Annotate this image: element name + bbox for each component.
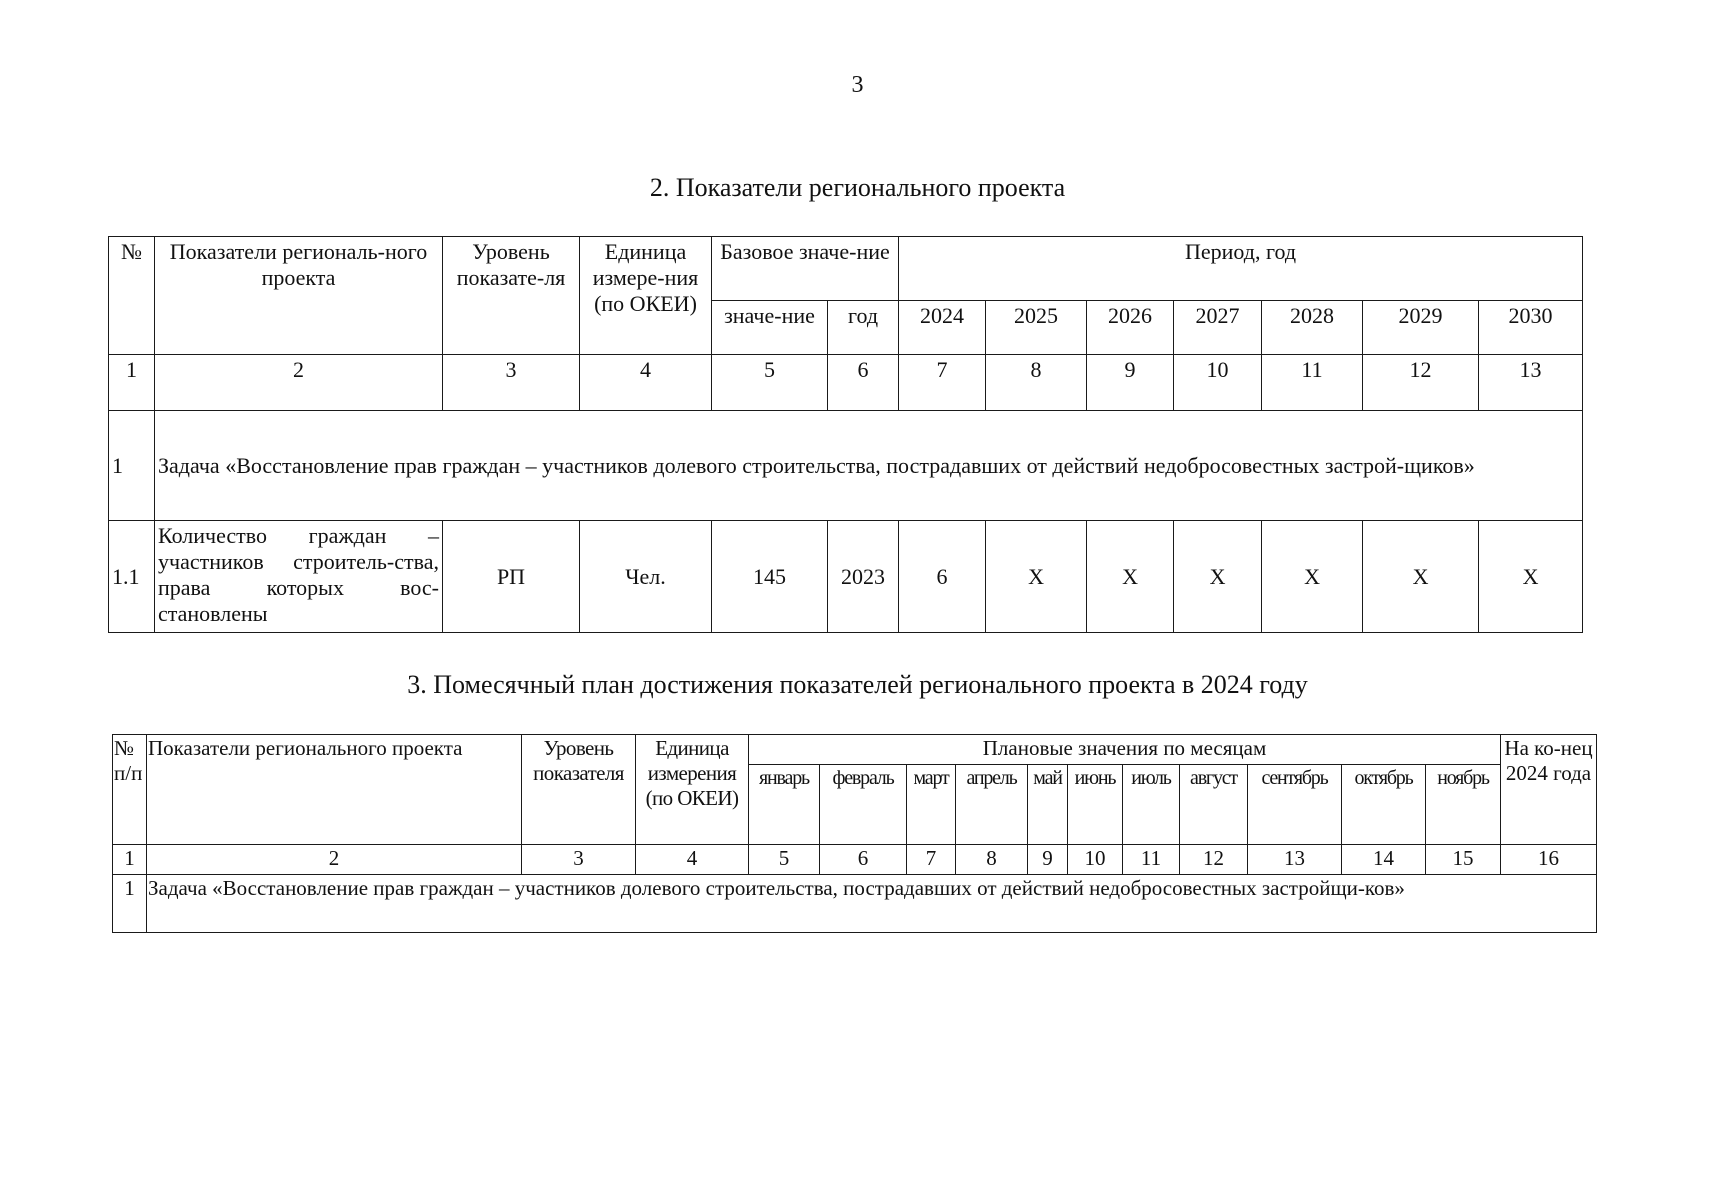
header-indicator: Показатели региональ-ного проекта (155, 237, 443, 355)
indicators-table (108, 236, 1583, 633)
col-number: 1 (113, 845, 147, 875)
col-number: 15 (1426, 845, 1501, 875)
header-year: 2028 (1262, 301, 1363, 355)
col-number: 11 (1123, 845, 1180, 875)
row-value: 6 (899, 521, 986, 633)
row-num: 1.1 (109, 521, 155, 633)
header-base-value: значе-ние (712, 301, 828, 355)
row-indicator: Количество граждан – участников строитель-ства, права которых вос-становлены (155, 521, 443, 633)
header-num: № (109, 237, 155, 355)
header-year: 2027 (1174, 301, 1262, 355)
header-month: сентябрь (1248, 765, 1342, 845)
header-month: июнь (1068, 765, 1123, 845)
header-year: 2024 (899, 301, 986, 355)
header-month: ноябрь (1426, 765, 1501, 845)
col-number: 6 (820, 845, 907, 875)
row-base-year: 2023 (828, 521, 899, 633)
row-base-value: 145 (712, 521, 828, 633)
header-year: 2029 (1363, 301, 1479, 355)
col-number: 7 (907, 845, 956, 875)
col-number: 4 (636, 845, 749, 875)
col-number: 12 (1363, 355, 1479, 411)
row-value: X (1262, 521, 1363, 633)
header-level: Уровень показате-ля (443, 237, 580, 355)
col-number: 1 (109, 355, 155, 411)
col-number: 9 (1028, 845, 1068, 875)
header-year: 2026 (1087, 301, 1174, 355)
col-number: 5 (749, 845, 820, 875)
section-2-title: 2. Показатели регионального проекта (649, 173, 1066, 202)
col-number: 10 (1068, 845, 1123, 875)
header-unit: Единица измере-ния (по ОКЕИ) (580, 237, 712, 355)
task-num: 1 (109, 411, 155, 521)
col-number: 14 (1342, 845, 1426, 875)
col-number: 13 (1479, 355, 1583, 411)
col-number: 7 (899, 355, 986, 411)
col-number: 16 (1501, 845, 1597, 875)
header-base: Базовое значе-ние (712, 237, 899, 301)
header-num: № п/п (113, 735, 147, 845)
row-value: X (1087, 521, 1174, 633)
header-end-of-year: На ко-нец 2024 года (1501, 735, 1597, 845)
row-value: X (1479, 521, 1583, 633)
header-year: 2030 (1479, 301, 1583, 355)
header-month: апрель (956, 765, 1028, 845)
task-text: Задача «Восстановление прав граждан – участников долевого строительства, пострадавших от действий недобросовестных застрой-щиков» (155, 411, 1583, 521)
monthly-plan-table (112, 734, 1597, 933)
col-number: 13 (1248, 845, 1342, 875)
page-number: 3 (851, 72, 864, 98)
header-month: август (1180, 765, 1248, 845)
header-month: январь (749, 765, 820, 845)
row-value: X (1363, 521, 1479, 633)
task-text: Задача «Восстановление прав граждан – участников долевого строительства, пострадавших от действий недобросовестных застройщи-ков» (147, 875, 1597, 933)
row-value: X (986, 521, 1087, 633)
row-level: РП (443, 521, 580, 633)
task-num: 1 (113, 875, 147, 933)
col-number: 2 (147, 845, 522, 875)
col-number: 5 (712, 355, 828, 411)
col-number: 3 (443, 355, 580, 411)
header-base-year: год (828, 301, 899, 355)
header-indicator: Показатели регионального проекта (147, 735, 522, 845)
row-value: X (1174, 521, 1262, 633)
col-number: 8 (986, 355, 1087, 411)
col-number: 12 (1180, 845, 1248, 875)
header-level: Уровень показателя (522, 735, 636, 845)
header-month: октябрь (1342, 765, 1426, 845)
header-month: июль (1123, 765, 1180, 845)
section-3-title: 3. Помесячный план достижения показателей регионального проекта в 2024 году (407, 670, 1308, 699)
header-planned: Плановые значения по месяцам (749, 735, 1501, 765)
col-number: 11 (1262, 355, 1363, 411)
col-number: 8 (956, 845, 1028, 875)
header-unit: Единица измерения (по ОКЕИ) (636, 735, 749, 845)
col-number: 6 (828, 355, 899, 411)
col-number: 4 (580, 355, 712, 411)
header-month: март (907, 765, 956, 845)
col-number: 3 (522, 845, 636, 875)
col-number: 9 (1087, 355, 1174, 411)
row-unit: Чел. (580, 521, 712, 633)
header-year: 2025 (986, 301, 1087, 355)
col-number: 10 (1174, 355, 1262, 411)
header-month: май (1028, 765, 1068, 845)
header-period: Период, год (899, 237, 1583, 301)
header-month: февраль (820, 765, 907, 845)
col-number: 2 (155, 355, 443, 411)
